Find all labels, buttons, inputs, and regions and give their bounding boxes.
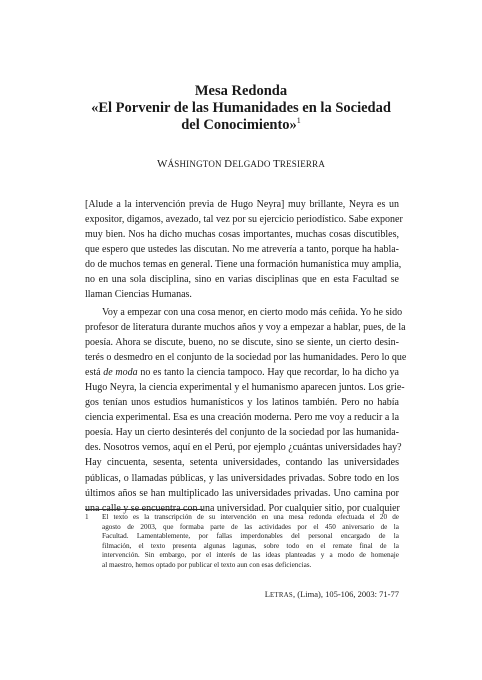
title-line-2: «El Porvenir de las Humanidades en la Sociedad xyxy=(91,100,391,116)
paragraph-line: expositor, digamos, avezado, tal vez por su ejercicio periodístico. Sabe exponer xyxy=(85,214,403,226)
footnote-line: intervención. Sin embargo, por el interés de las ideas planteadas y a modo de homenaje xyxy=(102,551,399,560)
paragraph-line: Voy a empezar con una cosa menor, en cierto modo más ceñida. Yo he sido xyxy=(102,307,403,318)
paragraph-line: [Alude a la intervención previa de Hugo Neyra] muy brillante, Neyra es un xyxy=(85,199,399,210)
paragraph-line: últimos años se han multiplicado las universidades privadas. Uno camina por xyxy=(85,487,399,499)
title-line-3 xyxy=(60,117,422,134)
emphasis-de-moda: de moda xyxy=(103,367,138,379)
paragraph-2 xyxy=(85,305,407,516)
footnote xyxy=(85,513,399,571)
paragraph-line: terés o desmedro en el conjunto de la sociedad por las humanidades. Pero lo que xyxy=(85,352,407,364)
footnote-line: al maestro, hemos optado por publicar el texto aun con esas deficiencias. xyxy=(102,560,312,569)
paragraph-line: profesor de literatura durante muchos años y voy a empezar a hablar, pues, de la xyxy=(85,322,406,334)
footnote-line: El texto es la transcripción de su intervención en una mesa redonda efectuada el 20 de xyxy=(102,513,399,521)
paragraph-line: llaman Ciencias Humanas. xyxy=(85,289,192,301)
paragraph-1 xyxy=(85,197,403,302)
paragraph-line: una calle y se encuentra con una universidad. Por cualquier sitio, por cualquier xyxy=(85,502,400,514)
paragraph-line: Hugo Neyra, la ciencia experimental y el humanismo aparecen juntos. Los grie- xyxy=(85,382,405,394)
paragraph-line: está de moda no es tanto la ciencia tampoco. Hay que recordar, lo ha dicho ya xyxy=(85,367,399,379)
paragraph-line: des. Nosotros vemos, aquí en el Perú, por ejemplo ¿cuántas universidades hay? xyxy=(85,442,402,454)
footnote-text xyxy=(102,513,399,571)
paragraph-line: no en una sola disciplina, sino en varias disciplinas que en esta Facultad se xyxy=(85,274,399,286)
footnote-line: Facultad. Lamentablemente, por fallas imperdonables del personal encargado de la xyxy=(102,532,399,541)
footnote-marker: 1 xyxy=(85,513,89,521)
journal-citation: LETRAS, (Lima), 105-106, 2003: 71-77 xyxy=(264,589,399,599)
paragraph-line: poesía. Ahora se discute, bueno, no se discute, sino se siente, un cierto desin- xyxy=(85,337,399,349)
paragraph-line: do de muchos temas en general. Tiene una formación humanística muy amplia, xyxy=(85,259,402,271)
footnote-line: agosto de 2003, que formaba parte de las actividades por el 450 aniversario de la xyxy=(102,522,399,531)
author-name: WÁSHINGTON DELGADO TRESIERRA xyxy=(156,158,326,170)
title-line-3-text: del Conocimiento» xyxy=(181,117,297,133)
title-line-1: Mesa Redonda xyxy=(194,83,288,99)
footnote-line: filmación, el texto presenta algunas lagunas, sobre todo en el remate final de la xyxy=(102,541,399,550)
paragraph-line: ciencia experimental. Esa es una creación moderna. Pero me voy a reducir a la xyxy=(85,412,400,424)
paragraph-line: muy bien. Nos ha dicho muchas cosas importantes, muchas cosas discutibles, xyxy=(85,229,399,241)
paragraph-line: poesía. Hay un cierto desinterés del conjunto de la sociedad por las humanida- xyxy=(85,427,399,439)
paragraph-line: gos tenían unos estudios humanísticos y los latinos también. Pero no había xyxy=(85,397,399,409)
paragraph-line: Hay cincuenta, sesenta, setenta universidades, contando las universidades xyxy=(85,457,399,469)
paragraph-line: públicas, o llamadas públicas, y las universidades privadas. Sobre todo en los xyxy=(85,472,399,484)
title-footnote-marker[interactable]: 1 xyxy=(296,116,301,126)
footnote-divider xyxy=(85,509,203,510)
paragraph-line: que espero que ustedes las discutan. No me atrevería a tanto, porque ha habla- xyxy=(85,244,399,256)
article-title xyxy=(60,83,422,134)
